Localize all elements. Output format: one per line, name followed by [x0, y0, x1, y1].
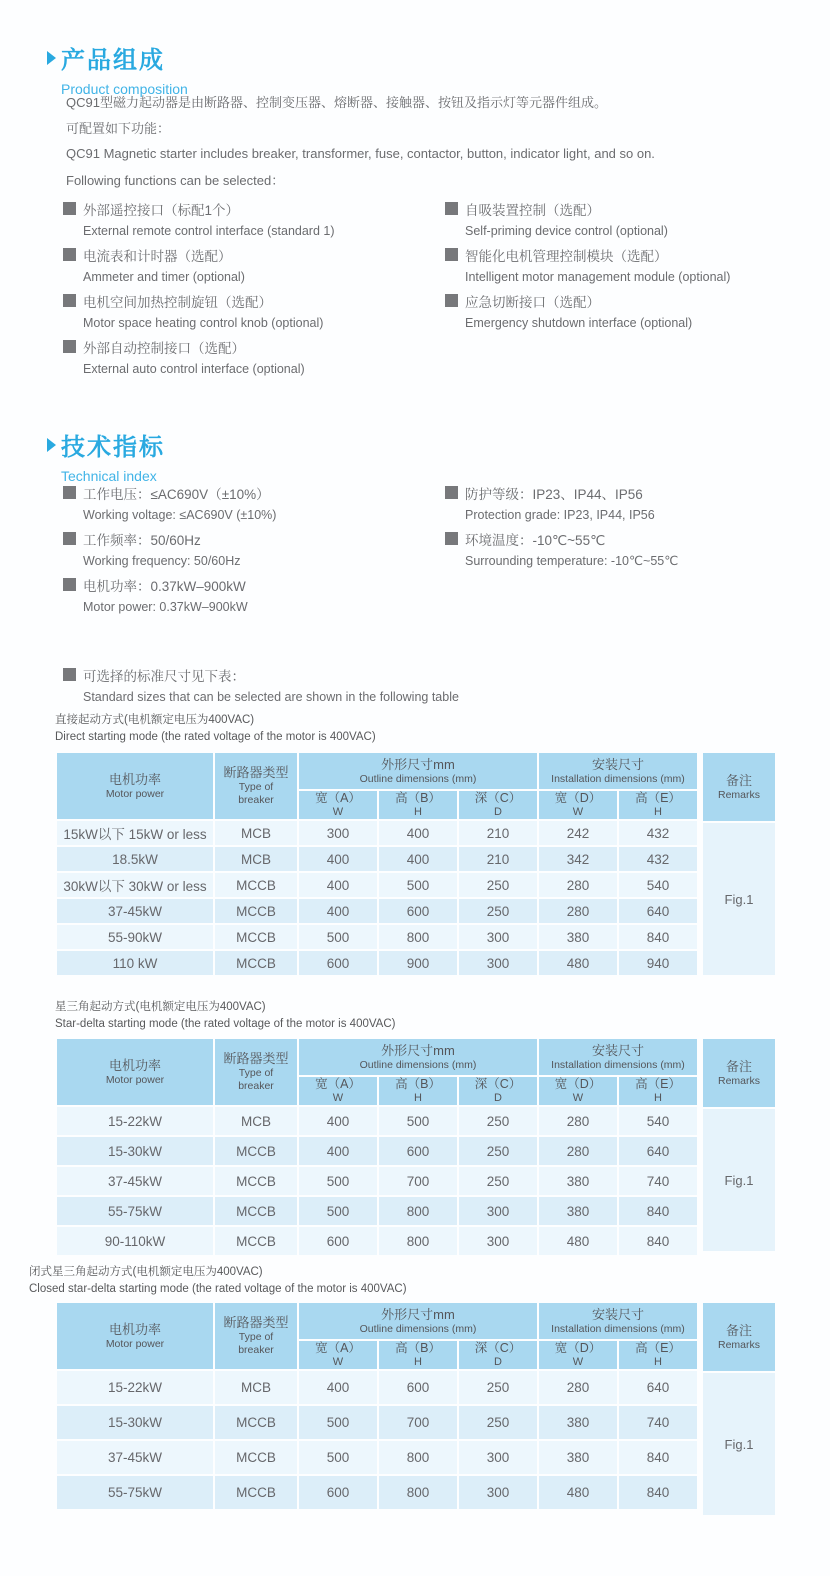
- cell-height-b: 500: [379, 1107, 457, 1135]
- cell-motor-power: 30kW以下 30kW or less: [57, 873, 213, 897]
- col-header-breaker-type: 断路器类型 Type of breaker: [215, 1303, 297, 1369]
- cell-height-b: 800: [379, 1441, 457, 1474]
- tech-label-en: Surrounding temperature: -10℃~55℃: [465, 554, 679, 568]
- remarks-header-zh: 备注: [725, 1322, 752, 1338]
- square-bullet-icon: [63, 532, 76, 545]
- feature-item: [445, 243, 793, 287]
- spec-table-closed-star-delta: [55, 1301, 775, 1517]
- product-intro: [66, 88, 655, 192]
- cell-depth-c: 210: [459, 821, 537, 845]
- col-group-installation-dimensions: 安装尺寸 Installation dimensions (mm): [539, 1039, 697, 1075]
- col-subheader-dimension: 深（C） D: [459, 1341, 537, 1369]
- col-subheader-dimension: 高（B） H: [379, 1341, 457, 1369]
- cell-height-e: 840: [619, 1227, 697, 1255]
- cell-breaker-type: MCCB: [215, 1476, 297, 1509]
- table-caption-star-delta: [55, 999, 396, 1033]
- feature-label-zh: 外部遥控接口（标配1个）: [83, 202, 240, 218]
- feature-label-en: External auto control interface (optional): [83, 361, 305, 376]
- cell-motor-power: 90-110kW: [57, 1227, 213, 1255]
- col-subheader-dimension: 宽（D） W: [539, 1077, 617, 1105]
- col-subheader-dimension: 宽（A） W: [299, 791, 377, 819]
- section-title-en: Technical index: [61, 468, 157, 484]
- cell-breaker-type: MCCB: [215, 925, 297, 949]
- cell-breaker-type: MCCB: [215, 1441, 297, 1474]
- square-bullet-icon: [63, 202, 76, 215]
- cell-height-e: 540: [619, 1107, 697, 1135]
- tech-label-zh: 防护等级：IP23、IP44、IP56: [465, 486, 643, 502]
- cell-motor-power: 37-45kW: [57, 1167, 213, 1195]
- cell-height-b: 600: [379, 899, 457, 923]
- cell-width-d: 280: [539, 899, 617, 923]
- cell-height-b: 600: [379, 1137, 457, 1165]
- section-arrow-icon: [47, 51, 56, 65]
- cell-height-e: 840: [619, 1476, 697, 1509]
- cell-depth-c: 300: [459, 1476, 537, 1509]
- cell-breaker-type: MCB: [215, 1107, 297, 1135]
- cell-width-a: 600: [299, 1476, 377, 1509]
- cell-depth-c: 300: [459, 925, 537, 949]
- cell-width-a: 400: [299, 1137, 377, 1165]
- square-bullet-icon: [445, 486, 458, 499]
- cell-depth-c: 300: [459, 1197, 537, 1225]
- remarks-header-en: Remarks: [717, 788, 760, 801]
- tech-item: [445, 527, 793, 571]
- square-bullet-icon: [445, 532, 458, 545]
- section-title-zh: 产品组成: [61, 47, 165, 74]
- square-bullet-icon: [445, 202, 458, 215]
- cell-depth-c: 300: [459, 1227, 537, 1255]
- caption-en: Star-delta starting mode (the rated voltage of the motor is 400VAC): [55, 1018, 396, 1030]
- tech-label-zh: 电机功率：0.37kW–900kW: [83, 578, 246, 594]
- remarks-column: [703, 1039, 775, 1251]
- tech-label-en: Working voltage: ≤AC690V (±10%): [83, 507, 277, 522]
- cell-width-a: 500: [299, 1167, 377, 1195]
- caption-zh: 闭式星三角起动方式(电机额定电压为400VAC): [29, 1266, 263, 1278]
- feature-label-zh: 应急切断接口（选配）: [465, 294, 600, 310]
- cell-width-d: 280: [539, 1137, 617, 1165]
- tech-item: [63, 481, 445, 525]
- cell-depth-c: 250: [459, 1137, 537, 1165]
- tech-label-en: Working frequency: 50/60Hz: [83, 553, 241, 568]
- col-group-installation-dimensions: 安装尺寸 Installation dimensions (mm): [539, 753, 697, 789]
- cell-breaker-type: MCCB: [215, 1167, 297, 1195]
- feature-item: [445, 289, 793, 333]
- col-subheader-dimension: 宽（A） W: [299, 1077, 377, 1105]
- cell-width-d: 280: [539, 873, 617, 897]
- cell-width-d: 280: [539, 1107, 617, 1135]
- cell-motor-power: 55-90kW: [57, 925, 213, 949]
- cell-height-e: 432: [619, 847, 697, 871]
- cell-motor-power: 55-75kW: [57, 1476, 213, 1509]
- cell-height-e: 640: [619, 899, 697, 923]
- feature-item: [63, 289, 445, 333]
- note-zh: 可选择的标准尺寸见下表：: [83, 668, 245, 684]
- feature-label-en: Intelligent motor management module (optional): [465, 269, 731, 284]
- cell-width-d: 380: [539, 1197, 617, 1225]
- cell-width-a: 500: [299, 925, 377, 949]
- col-group-outline-dimensions: 外形尺寸mm Outline dimensions (mm): [299, 1303, 537, 1339]
- section-arrow-icon: [47, 438, 56, 452]
- cell-depth-c: 250: [459, 1107, 537, 1135]
- cell-height-e: 640: [619, 1137, 697, 1165]
- cell-motor-power: 15-22kW: [57, 1107, 213, 1135]
- tech-label-zh: 工作电压：≤AC690V（±10%）: [83, 486, 270, 502]
- cell-height-b: 400: [379, 821, 457, 845]
- table-row: [57, 1371, 697, 1404]
- cell-motor-power: 18.5kW: [57, 847, 213, 871]
- caption-en: Direct starting mode (the rated voltage of the motor is 400VAC): [55, 731, 376, 743]
- cell-width-a: 400: [299, 1371, 377, 1404]
- feature-label-en: Emergency shutdown interface (optional): [465, 315, 693, 330]
- cell-motor-power: 15-30kW: [57, 1406, 213, 1439]
- feature-label-en: Ammeter and timer (optional): [83, 269, 245, 284]
- square-bullet-icon: [445, 294, 458, 307]
- feature-lists: [63, 197, 793, 381]
- features-left-column: [63, 197, 445, 381]
- square-bullet-icon: [63, 294, 76, 307]
- table-row: [57, 951, 697, 975]
- table-row: [57, 847, 697, 871]
- square-bullet-icon: [63, 668, 76, 681]
- col-subheader-dimension: 高（E） H: [619, 1341, 697, 1369]
- cell-width-d: 480: [539, 1227, 617, 1255]
- feature-label-zh: 外部自动控制接口（选配）: [83, 340, 245, 356]
- cell-depth-c: 250: [459, 1167, 537, 1195]
- cell-height-e: 840: [619, 1441, 697, 1474]
- table-row: [57, 1476, 697, 1509]
- col-subheader-dimension: 宽（D） W: [539, 1341, 617, 1369]
- cell-height-e: 740: [619, 1167, 697, 1195]
- cell-height-b: 500: [379, 873, 457, 897]
- cell-height-b: 900: [379, 951, 457, 975]
- table-row: [57, 899, 697, 923]
- tech-label-en: Protection grade: IP23, IP44, IP56: [465, 507, 655, 522]
- table-row: [57, 1197, 697, 1225]
- section-title-zh: 技术指标: [61, 434, 165, 461]
- col-header-breaker-type: 断路器类型 Type of breaker: [215, 753, 297, 819]
- cell-breaker-type: MCCB: [215, 1406, 297, 1439]
- col-subheader-dimension: 宽（A） W: [299, 1341, 377, 1369]
- col-subheader-dimension: 高（B） H: [379, 1077, 457, 1105]
- table-row: [57, 1227, 697, 1255]
- cell-width-d: 342: [539, 847, 617, 871]
- cell-depth-c: 210: [459, 847, 537, 871]
- cell-breaker-type: MCCB: [215, 873, 297, 897]
- cell-width-d: 480: [539, 951, 617, 975]
- tech-label-en: Motor power: 0.37kW–900kW: [83, 599, 248, 614]
- remarks-header-zh: 备注: [725, 1058, 752, 1074]
- cell-height-b: 800: [379, 1476, 457, 1509]
- cell-width-a: 600: [299, 951, 377, 975]
- caption-en: Closed star-delta starting mode (the rated voltage of the motor is 400VAC): [29, 1283, 407, 1295]
- cell-height-b: 700: [379, 1406, 457, 1439]
- cell-height-e: 940: [619, 951, 697, 975]
- cell-height-e: 740: [619, 1406, 697, 1439]
- cell-width-a: 400: [299, 873, 377, 897]
- caption-zh: 星三角起动方式(电机额定电压为400VAC): [55, 1001, 266, 1013]
- feature-label-en: External remote control interface (standard 1): [83, 223, 335, 238]
- technical-index-heading: [47, 427, 165, 484]
- cell-width-d: 380: [539, 1441, 617, 1474]
- square-bullet-icon: [445, 248, 458, 261]
- feature-label-en: Self-priming device control (optional): [465, 223, 668, 238]
- cell-width-a: 400: [299, 847, 377, 871]
- table-caption-direct: [55, 712, 376, 746]
- cell-height-e: 540: [619, 873, 697, 897]
- remarks-column: [703, 1303, 775, 1515]
- tech-left-column: [63, 481, 445, 619]
- cell-depth-c: 300: [459, 951, 537, 975]
- cell-depth-c: 250: [459, 1371, 537, 1404]
- col-header-motor-power: 电机功率 Motor power: [57, 1303, 213, 1369]
- col-subheader-dimension: 宽（D） W: [539, 791, 617, 819]
- cell-depth-c: 250: [459, 1406, 537, 1439]
- cell-motor-power: 37-45kW: [57, 1441, 213, 1474]
- spec-table-direct: [55, 751, 775, 977]
- col-group-outline-dimensions: 外形尺寸mm Outline dimensions (mm): [299, 753, 537, 789]
- note-en: Standard sizes that can be selected are shown in the following table: [83, 689, 459, 704]
- remarks-header-en: Remarks: [717, 1074, 760, 1087]
- col-header-breaker-type: 断路器类型 Type of breaker: [215, 1039, 297, 1105]
- cell-breaker-type: MCCB: [215, 951, 297, 975]
- cell-height-e: 432: [619, 821, 697, 845]
- caption-zh: 直接起动方式(电机额定电压为400VAC): [55, 714, 255, 726]
- table-row: [57, 1167, 697, 1195]
- cell-height-b: 800: [379, 1227, 457, 1255]
- cell-width-a: 500: [299, 1406, 377, 1439]
- square-bullet-icon: [63, 486, 76, 499]
- col-subheader-dimension: 高（E） H: [619, 791, 697, 819]
- feature-label-zh: 智能化电机管理控制模块（选配）: [465, 248, 668, 264]
- table-row: [57, 1107, 697, 1135]
- cell-width-d: 480: [539, 1476, 617, 1509]
- feature-label-zh: 自吸装置控制（选配）: [465, 202, 600, 218]
- cell-height-e: 840: [619, 925, 697, 949]
- cell-depth-c: 300: [459, 1441, 537, 1474]
- tech-item: [63, 527, 445, 571]
- table-row: [57, 821, 697, 845]
- intro-line: QC91 Magnetic starter includes breaker, transformer, fuse, contactor, button, indicator light, and so on.: [66, 145, 655, 161]
- remarks-value: Fig.1: [703, 1373, 775, 1515]
- cell-height-e: 640: [619, 1371, 697, 1404]
- cell-breaker-type: MCCB: [215, 1227, 297, 1255]
- cell-breaker-type: MCB: [215, 821, 297, 845]
- col-subheader-dimension: 高（B） H: [379, 791, 457, 819]
- col-subheader-dimension: 高（E） H: [619, 1077, 697, 1105]
- features-right-column: [445, 197, 793, 381]
- tech-label-zh: 环境温度：-10℃~55℃: [465, 532, 606, 548]
- table-row: [57, 925, 697, 949]
- table-row: [57, 873, 697, 897]
- cell-motor-power: 37-45kW: [57, 899, 213, 923]
- feature-item: [63, 243, 445, 287]
- col-subheader-dimension: 深（C） D: [459, 791, 537, 819]
- cell-breaker-type: MCB: [215, 1371, 297, 1404]
- cell-motor-power: 15-22kW: [57, 1371, 213, 1404]
- tech-label-zh: 工作频率：50/60Hz: [83, 532, 201, 548]
- remarks-header-en: Remarks: [717, 1338, 760, 1351]
- cell-motor-power: 15kW以下 15kW or less: [57, 821, 213, 845]
- cell-breaker-type: MCB: [215, 847, 297, 871]
- cell-width-a: 300: [299, 821, 377, 845]
- col-header-motor-power: 电机功率 Motor power: [57, 753, 213, 819]
- feature-item: [63, 197, 445, 241]
- cell-motor-power: 15-30kW: [57, 1137, 213, 1165]
- table-row: [57, 1406, 697, 1439]
- cell-depth-c: 250: [459, 873, 537, 897]
- remarks-value: Fig.1: [703, 1109, 775, 1251]
- cell-width-d: 242: [539, 821, 617, 845]
- square-bullet-icon: [63, 340, 76, 353]
- feature-label-zh: 电流表和计时器（选配）: [83, 248, 232, 264]
- feature-item: [63, 335, 445, 379]
- tech-item: [63, 573, 445, 617]
- square-bullet-icon: [63, 578, 76, 591]
- table-caption-closed-star-delta: [29, 1264, 407, 1298]
- tech-item: [445, 481, 793, 525]
- cell-width-a: 500: [299, 1197, 377, 1225]
- cell-height-b: 400: [379, 847, 457, 871]
- cell-width-d: 380: [539, 1406, 617, 1439]
- cell-width-d: 380: [539, 1167, 617, 1195]
- feature-label-zh: 电机空间加热控制旋钮（选配）: [83, 294, 272, 310]
- cell-width-a: 400: [299, 899, 377, 923]
- cell-width-a: 400: [299, 1107, 377, 1135]
- cell-motor-power: 110 kW: [57, 951, 213, 975]
- table-row: [57, 1441, 697, 1474]
- col-group-outline-dimensions: 外形尺寸mm Outline dimensions (mm): [299, 1039, 537, 1075]
- cell-width-d: 280: [539, 1371, 617, 1404]
- intro-line: Following functions can be selected：: [66, 172, 285, 188]
- remarks-column: [703, 753, 775, 975]
- feature-label-en: Motor space heating control knob (optional): [83, 315, 324, 330]
- intro-line: QC91型磁力起动器是由断路器、控制变压器、熔断器、接触器、按钮及指示灯等元器件组成。: [66, 94, 607, 110]
- remarks-value: Fig.1: [703, 823, 775, 975]
- cell-motor-power: 55-75kW: [57, 1197, 213, 1225]
- section-title-en: Product composition: [61, 81, 188, 97]
- cell-width-a: 600: [299, 1227, 377, 1255]
- cell-breaker-type: MCCB: [215, 899, 297, 923]
- cell-height-b: 600: [379, 1371, 457, 1404]
- cell-height-b: 800: [379, 925, 457, 949]
- col-header-motor-power: 电机功率 Motor power: [57, 1039, 213, 1105]
- technical-index-lists: [63, 481, 793, 619]
- remarks-header-zh: 备注: [725, 772, 752, 788]
- cell-breaker-type: MCCB: [215, 1137, 297, 1165]
- cell-height-e: 840: [619, 1197, 697, 1225]
- feature-item: [445, 197, 793, 241]
- intro-line: 可配置如下功能：: [66, 120, 171, 136]
- cell-width-d: 380: [539, 925, 617, 949]
- col-group-installation-dimensions: 安装尺寸 Installation dimensions (mm): [539, 1303, 697, 1339]
- cell-depth-c: 250: [459, 899, 537, 923]
- cell-width-a: 500: [299, 1441, 377, 1474]
- spec-table-star-delta: [55, 1037, 775, 1253]
- cell-height-b: 700: [379, 1167, 457, 1195]
- square-bullet-icon: [63, 248, 76, 261]
- cell-height-b: 800: [379, 1197, 457, 1225]
- tech-right-column: [445, 481, 793, 619]
- col-subheader-dimension: 深（C） D: [459, 1077, 537, 1105]
- table-row: [57, 1137, 697, 1165]
- standard-sizes-note: [63, 663, 459, 709]
- cell-breaker-type: MCCB: [215, 1197, 297, 1225]
